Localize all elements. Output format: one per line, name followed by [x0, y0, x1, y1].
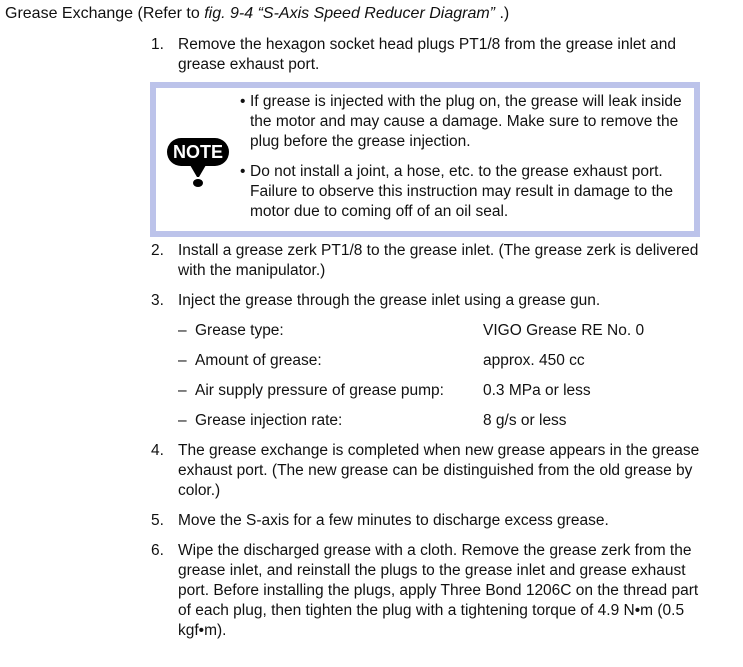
step-number: 4. [151, 442, 164, 459]
spec-label: Grease type: [195, 322, 284, 339]
step-number: 1. [151, 36, 164, 53]
dash-marker: – [178, 322, 187, 339]
spec-value: 0.3 MPa or less [483, 382, 591, 399]
dash-marker: – [178, 382, 187, 399]
spec-row-amount [178, 351, 698, 371]
spec-label: Amount of grease: [195, 352, 322, 369]
step-text: Install a grease zerk PT1/8 to the grease inlet. (The grease zerk is delivered with the manipulator.) [178, 242, 699, 279]
spec-label: Grease injection rate: [195, 412, 343, 429]
step-text: Wipe the discharged grease with a cloth. Remove the grease zerk from the grease inlet, and reinstall the plugs to the grease inlet and grease exhaust port. Before installing the plugs, apply Three Bond 1206C on the thread part of each plug, then tighten the plug with a tightening torque of 4.9 N•m (0.5 kgf•m). [178, 542, 699, 639]
note-label: NOTE [172, 142, 224, 162]
step-text: Inject the grease through the grease inlet using a grease gun. [178, 292, 601, 309]
figure-reference: fig. 9-4 “S-Axis Speed Reducer Diagram” [204, 5, 495, 22]
spec-row-grease-type [178, 321, 698, 341]
section-heading [5, 4, 509, 24]
step-text: Move the S-axis for a few minutes to discharge excess grease. [178, 512, 609, 529]
step-number: 3. [151, 292, 164, 309]
spec-row-injection-rate [178, 411, 698, 431]
spec-value: VIGO Grease RE No. 0 [483, 322, 645, 339]
bullet-marker: • [240, 163, 246, 180]
step-number: 5. [151, 512, 164, 529]
dash-marker: – [178, 412, 187, 429]
step-number: 6. [151, 542, 164, 559]
step-text: The grease exchange is completed when new grease appears in the grease exhaust port. (The new grease can be distinguished from the old grease by color.) [178, 442, 700, 499]
heading-suffix: .) [495, 5, 510, 22]
note-bullet-text: If grease is injected with the plug on, the grease will leak inside the motor and may cause a damage. Make sure to remove the plug before the grease injection. [250, 93, 682, 150]
note-speech-bubble-icon [166, 137, 230, 189]
step-text: Remove the hexagon socket head plugs PT1/8 from the grease inlet and grease exhaust port. [178, 36, 677, 73]
note-bullet-text: Do not install a joint, a hose, etc. to the grease exhaust port. Failure to observe this instruction may result in damage to the motor due to coming off of an oil seal. [250, 163, 674, 220]
spec-value: 8 g/s or less [483, 412, 567, 429]
step-number: 2. [151, 242, 164, 259]
spec-label: Air supply pressure of grease pump: [195, 382, 444, 399]
spec-value: approx. 450 cc [483, 352, 585, 369]
heading-prefix: Grease Exchange (Refer to [5, 5, 205, 22]
spec-row-air-pressure [178, 381, 698, 401]
note-box [150, 82, 700, 237]
bullet-marker: • [240, 93, 246, 110]
dash-marker: – [178, 352, 187, 369]
